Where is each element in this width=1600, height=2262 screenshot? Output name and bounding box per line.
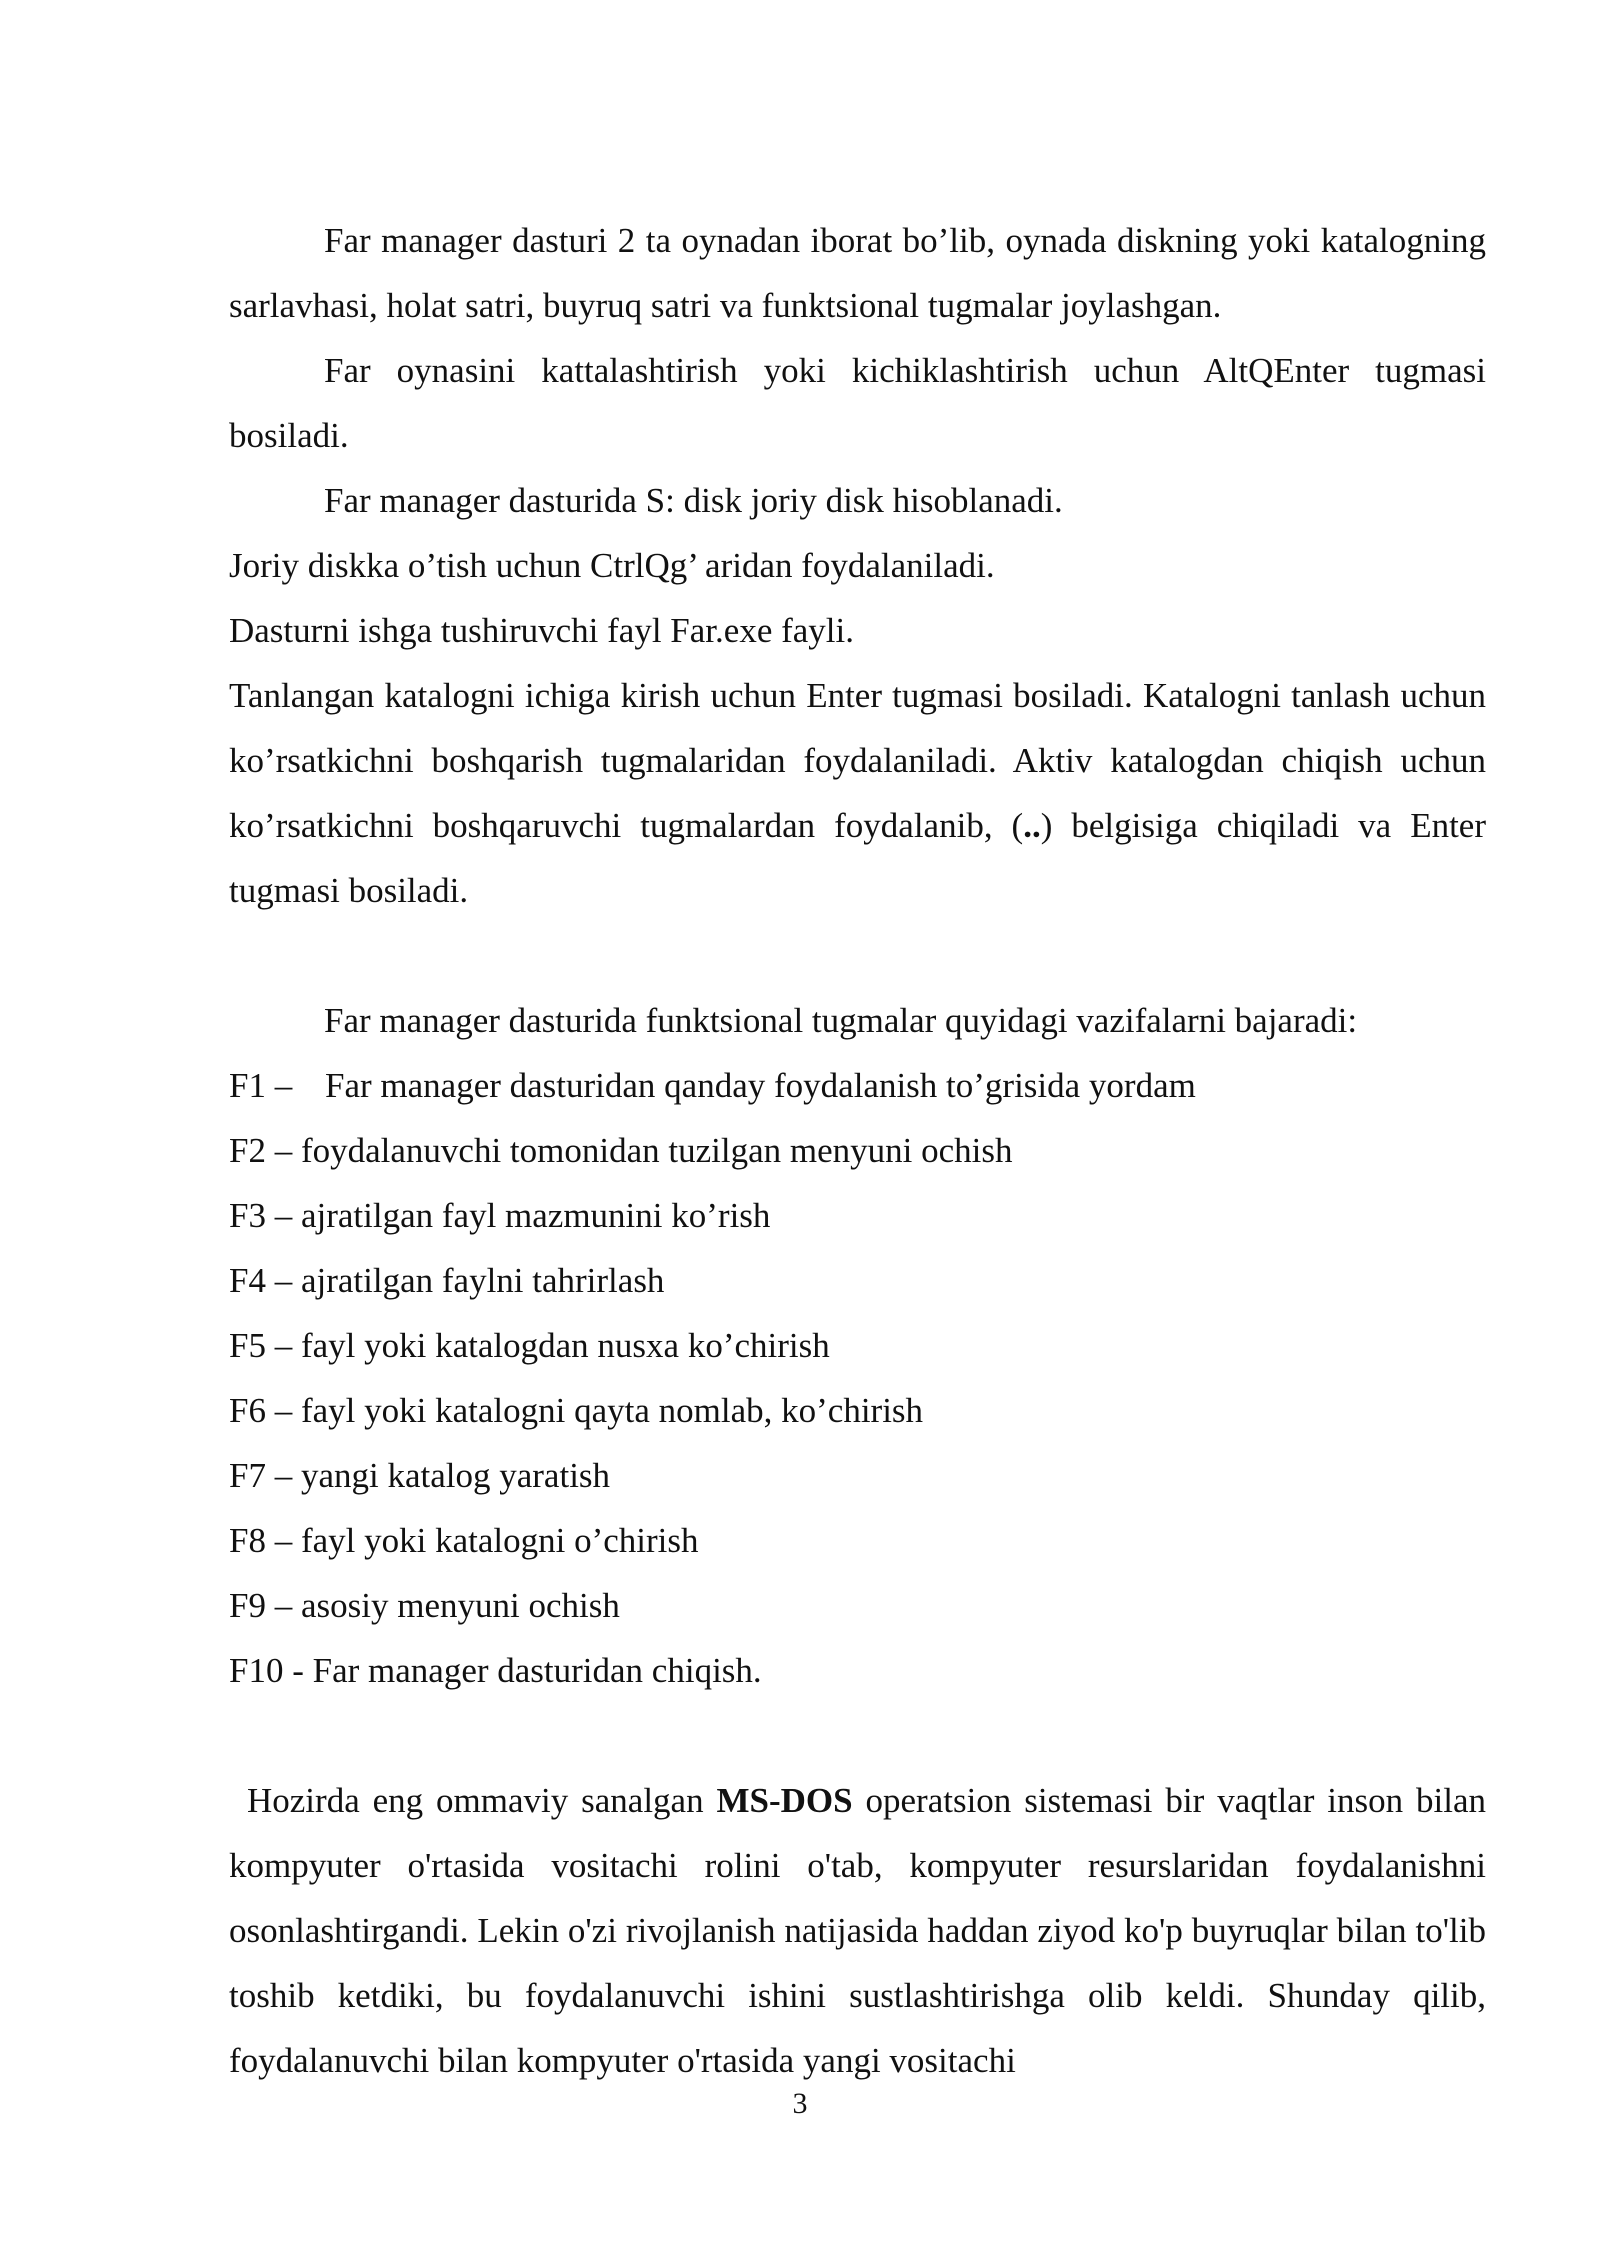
function-key-description: fayl yoki katalogni qayta nomlab, ko’chirish — [300, 1391, 924, 1430]
function-key-label: F9 – — [229, 1586, 293, 1625]
paragraph-function-keys-intro: Far manager dasturida funktsional tugmalar quyidagi vazifalarni bajaradi: — [324, 1001, 1358, 1040]
function-key-description: asosiy menyuni ochish — [300, 1586, 620, 1625]
function-key-item-f5 — [229, 1313, 1486, 1378]
function-key-description: fayl yoki katalogdan nusxa ko’chirish — [300, 1326, 830, 1365]
function-key-description: Far manager dasturidan chiqish. — [312, 1651, 762, 1690]
page-number: 3 — [792, 2087, 808, 2120]
function-key-item-f2 — [229, 1118, 1486, 1183]
paragraph-spacer — [229, 923, 1486, 988]
paragraph-catalog-navigation — [229, 663, 1486, 923]
paragraph-far-exe: Dasturni ishga tushiruvchi fayl Far.exe fayli. — [229, 611, 854, 650]
paragraph-ms-dos-part1: Hozirda eng ommaviy sanalgan — [247, 1781, 717, 1820]
parent-directory-symbol: .. — [1023, 806, 1041, 845]
function-key-item-f3 — [229, 1183, 1486, 1248]
paragraph-current-disk: Far manager dasturida S: disk joriy disk hisoblanadi. — [324, 481, 1063, 520]
function-key-description: yangi katalog yaratish — [300, 1456, 611, 1495]
document-page — [229, 208, 1486, 2093]
function-key-description: ajratilgan fayl mazmunini ko’rish — [300, 1196, 771, 1235]
function-key-item-f7 — [229, 1443, 1486, 1508]
function-key-label: F2 – — [229, 1131, 293, 1170]
paragraph-alt-enter: Far oynasini kattalashtirish yoki kichiklashtirish uchun AltQEnter tugmasi bosiladi. — [229, 351, 1486, 455]
function-key-item-f9 — [229, 1573, 1486, 1638]
paragraph-ms-dos-part2: operatsion sistemasi bir vaqtlar inson bilan kompyuter o'rtasida vositachi rolini o'tab, kompyuter resurslaridan foydalanishni osonlashtirgandi. Lekin o'zi rivojlanish natijasida haddan ziyod ko'p buyruqlar bilan to'lib toshib ketdiki, bu foydalanuvchi ishini sustlashtirishga olib keldi. Shunday qilib, foydalanuvchi bilan kompyuter o'rtasida yangi vositachi — [229, 1781, 1486, 2080]
function-key-label: F5 – — [229, 1326, 293, 1365]
function-key-item-f8 — [229, 1508, 1486, 1573]
function-key-description: Far manager dasturidan qanday foydalanish to’grisida yordam — [325, 1066, 1196, 1105]
function-key-description: ajratilgan faylni tahrirlash — [300, 1261, 665, 1300]
function-key-item-f1 — [229, 1053, 1486, 1118]
paragraph-ctrl-g: Joriy diskka o’tish uchun CtrlQg’ aridan foydalaniladi. — [229, 546, 995, 585]
function-key-list — [229, 1053, 1486, 1703]
function-key-item-f6 — [229, 1378, 1486, 1443]
paragraph-spacer — [229, 1703, 1486, 1768]
function-key-label: F3 – — [229, 1196, 293, 1235]
function-key-label: F8 – — [229, 1521, 293, 1560]
function-key-description: foydalanuvchi tomonidan tuzilgan menyuni ochish — [300, 1131, 1013, 1170]
paragraph-far-windows: Far manager dasturi 2 ta oynadan iborat bo’lib, oynada diskning yoki katalogning sarlavhasi, holat satri, buyruq satri va funktsional tugmalar joylashgan. — [229, 221, 1486, 325]
paragraph-catalog-navigation-part2: ) belgisiga chiqiladi va Enter tugmasi bosiladi. — [229, 806, 1486, 910]
function-key-description: fayl yoki katalogni o’chirish — [300, 1521, 699, 1560]
function-key-label: F10 - — [229, 1651, 304, 1690]
function-key-label: F4 – — [229, 1261, 293, 1300]
function-key-label: F7 – — [229, 1456, 293, 1495]
function-key-item-f4 — [229, 1248, 1486, 1313]
function-key-label: F6 – — [229, 1391, 293, 1430]
function-key-item-f10 — [229, 1638, 1486, 1703]
ms-dos-term: MS-DOS — [716, 1781, 853, 1820]
function-key-label: F1 – — [229, 1066, 293, 1105]
paragraph-catalog-navigation-part1: Tanlangan katalogni ichiga kirish uchun Enter tugmasi bosiladi. Katalogni tanlash uchun ko’rsatkichni boshqarish tugmalaridan foydalaniladi. Aktiv katalogdan chiqish uchun ko’rsatkichni boshqaruvchi tugmalardan foydalanib, ( — [229, 676, 1486, 845]
paragraph-ms-dos — [229, 1768, 1486, 2093]
